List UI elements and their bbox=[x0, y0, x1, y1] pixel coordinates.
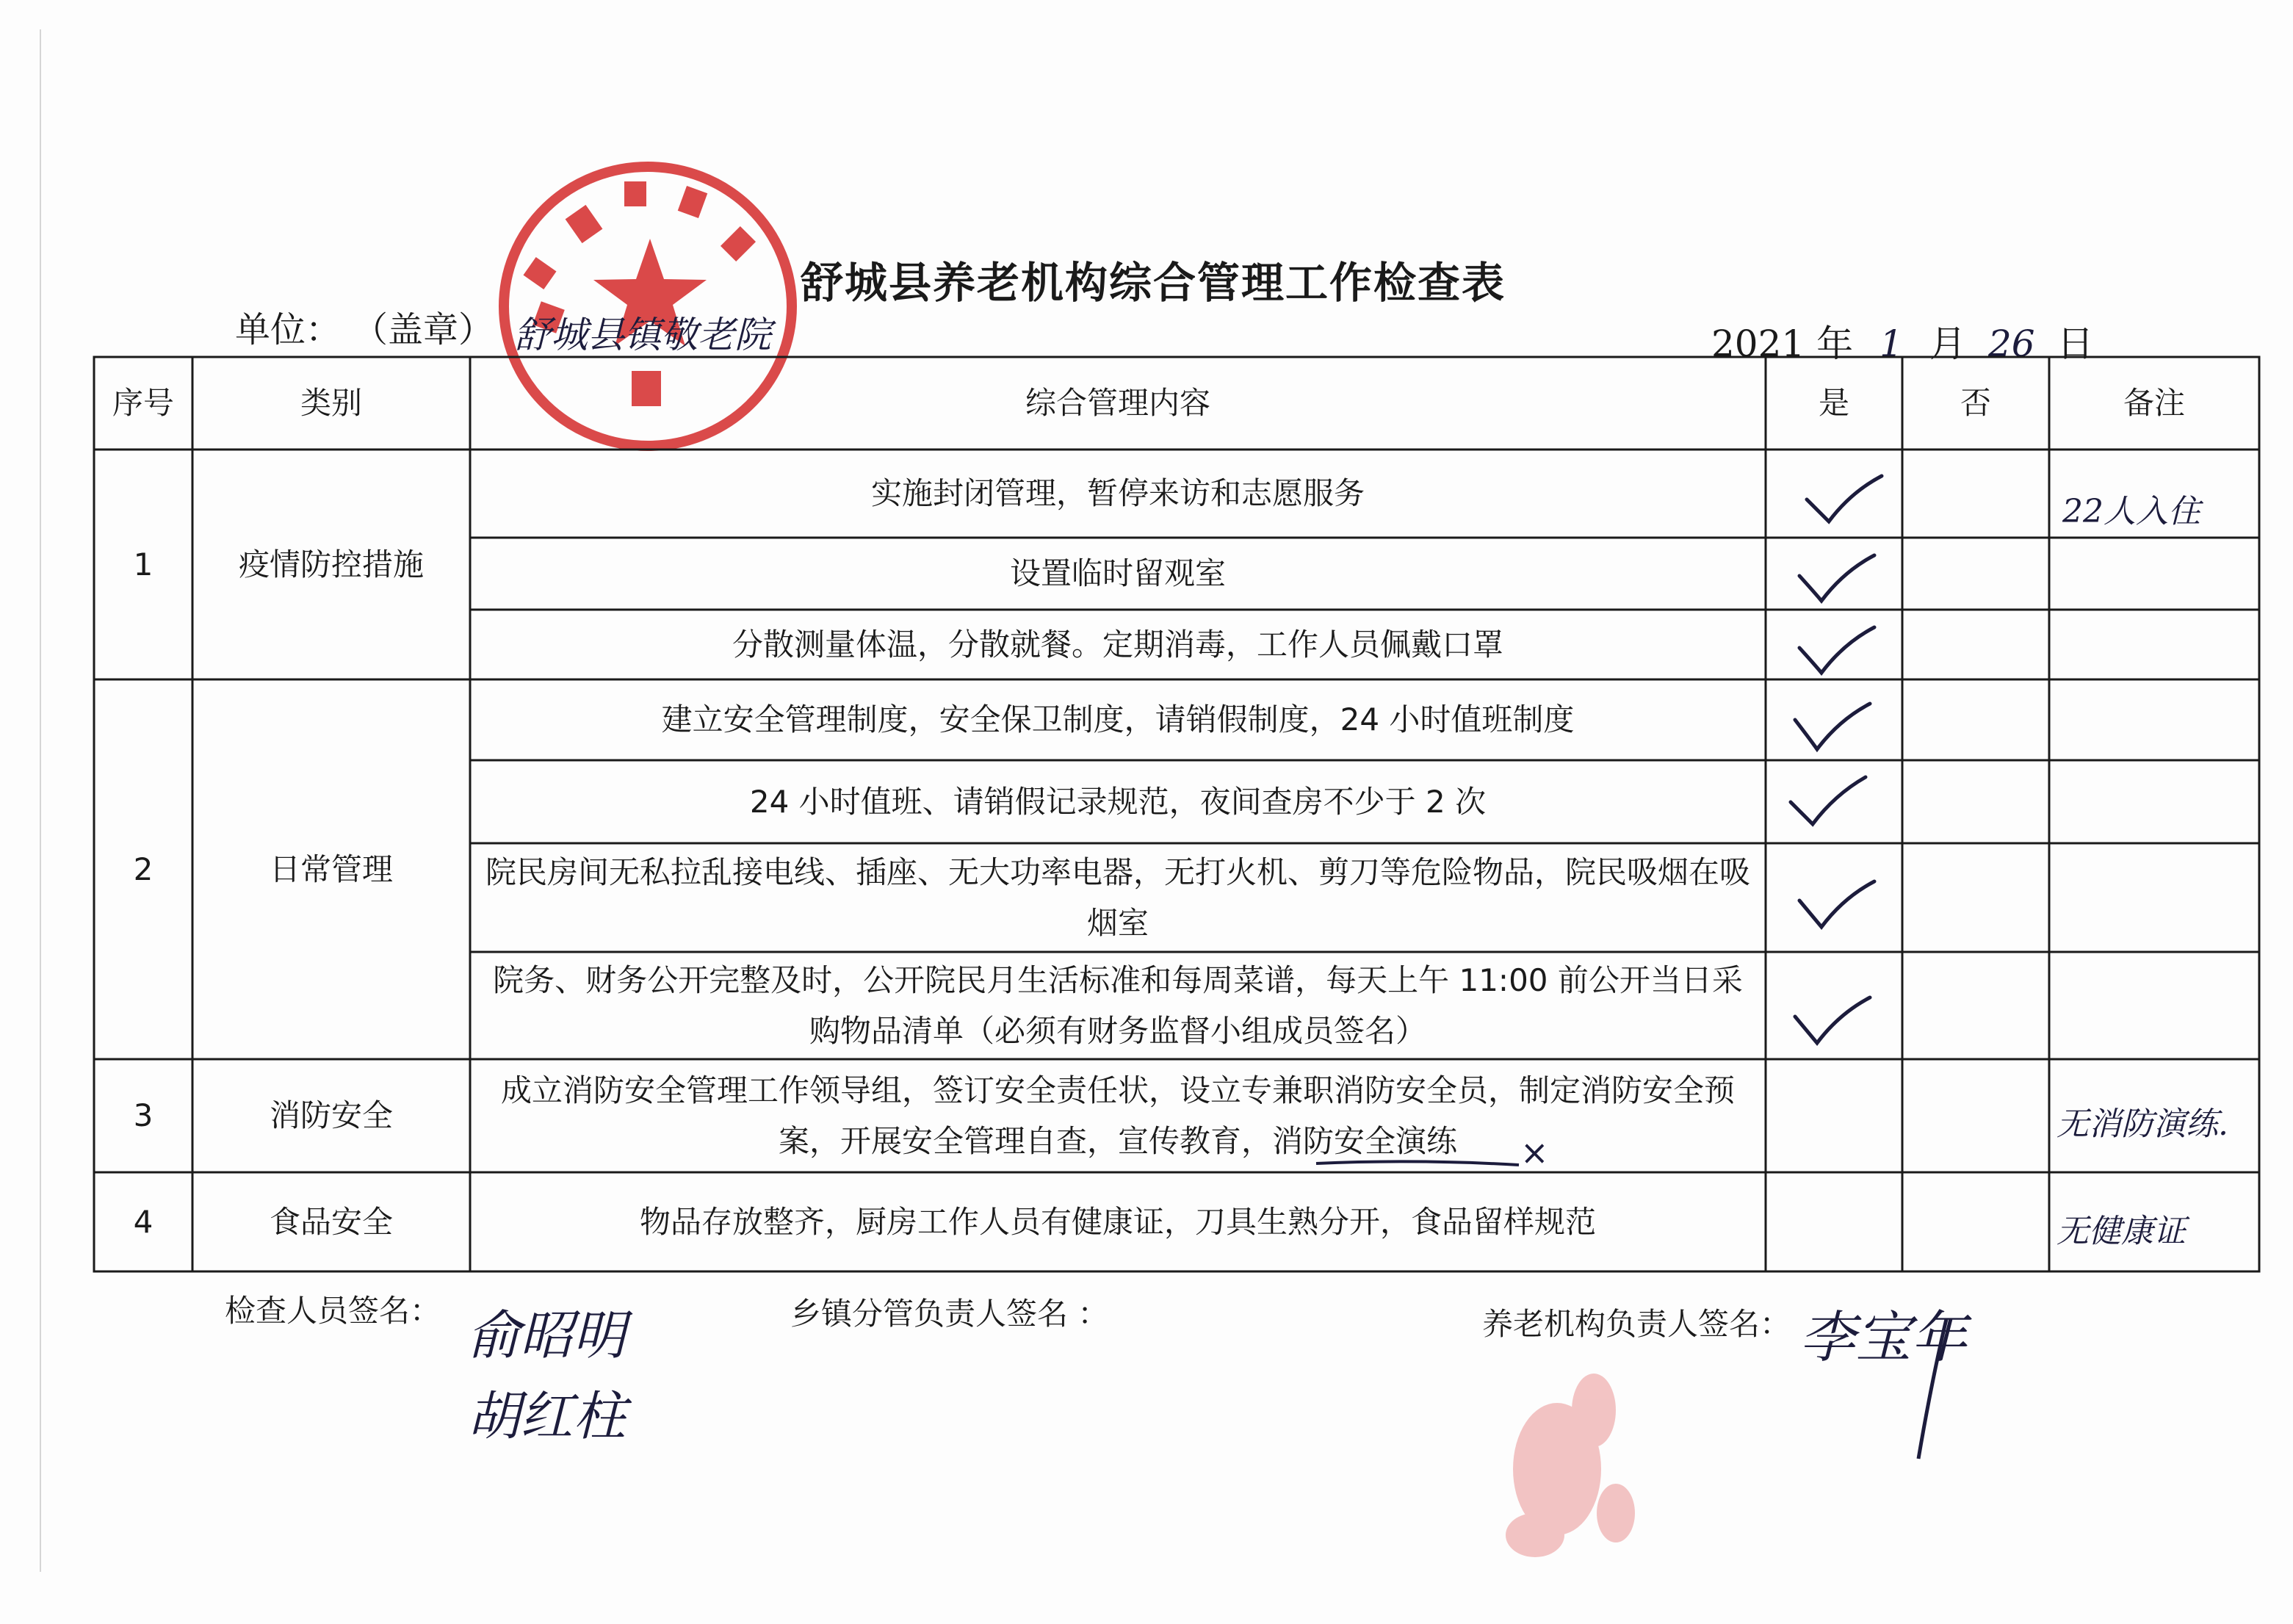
section-1-category: 疫情防控措施 bbox=[238, 546, 424, 582]
table-row-content: 院民房间无私拉乱接电线、插座、无大功率电器，无打火机、剪刀等危险物品，院民吸烟在吸烟室 bbox=[485, 853, 1750, 941]
unit-label: 单位： bbox=[235, 309, 342, 350]
scan-edge-line bbox=[40, 29, 41, 1572]
inspector-signature-2: 胡红柱 bbox=[467, 1385, 626, 1447]
date-year-unit: 年 bbox=[1816, 322, 1854, 365]
table-row-content: 分散测量体温，分散就餐。定期消毒，工作人员佩戴口罩 bbox=[732, 626, 1503, 663]
remark-handwritten: 无健康证 bbox=[2057, 1213, 2186, 1250]
table-row-content: 设置临时留观室 bbox=[1009, 555, 1226, 592]
check-mark-icon bbox=[1783, 773, 1871, 831]
date-month-unit: 月 bbox=[1929, 322, 1966, 365]
inline-mark-handwritten: × bbox=[1520, 1133, 1549, 1172]
header-no-col: 否 bbox=[1960, 385, 1991, 422]
check-mark-icon bbox=[1788, 698, 1876, 757]
section-4-category: 食品安全 bbox=[269, 1203, 393, 1240]
header-no: 序号 bbox=[112, 385, 174, 422]
check-mark-icon bbox=[1788, 992, 1876, 1050]
check-mark-icon bbox=[1792, 621, 1880, 680]
town-signature-label: 乡镇分管负责人签名 ： bbox=[790, 1296, 1109, 1332]
header-yes: 是 bbox=[1818, 385, 1849, 422]
section-2-category: 日常管理 bbox=[269, 851, 393, 887]
remark-handwritten: 22人入住 bbox=[2062, 493, 2200, 530]
institution-signature: 李宝年 bbox=[1799, 1304, 1967, 1370]
unit-name-handwritten: 舒城县镇敬老院 bbox=[514, 314, 771, 356]
inspector-signature-label: 检查人员签名： bbox=[225, 1293, 441, 1329]
table-row-content: 成立消防安全管理工作领导组，签订安全责任状，设立专兼职消防安全员，制定消防安全预案，开展安全管理自查，宣传教育，消防安全演练 bbox=[500, 1072, 1735, 1159]
header-content: 综合管理内容 bbox=[1025, 385, 1210, 422]
table-row-content: 实施封闭管理，暂停来访和志愿服务 bbox=[870, 475, 1365, 512]
table-row-content: 物品存放整齐，厨房工作人员有健康证，刀具生熟分开，食品留样规范 bbox=[639, 1203, 1596, 1240]
check-mark-icon bbox=[1792, 876, 1880, 934]
inspector-signature-1: 俞昭明 bbox=[467, 1304, 626, 1366]
table-row-content: 院务、财务公开完整及时，公开院民月生活标准和每周菜谱，每天上午 11:00 前公开当日采购物品清单（必须有财务监督小组成员签名） bbox=[493, 961, 1743, 1049]
remark-handwritten: 无消防演练. bbox=[2057, 1105, 2228, 1143]
check-mark-icon bbox=[1799, 470, 1888, 529]
date-month: 1 bbox=[1879, 322, 1903, 365]
handwritten-underline bbox=[1315, 1156, 1520, 1171]
date-day-unit: 日 bbox=[2057, 322, 2094, 365]
date-day: 26 bbox=[1987, 322, 2035, 365]
table-row-content: 建立安全管理制度，安全保卫制度，请销假制度，24 小时值班制度 bbox=[661, 701, 1575, 738]
section-4-no: 4 bbox=[133, 1203, 154, 1240]
table-row-content: 24 小时值班、请销假记录规范，夜间查房不少于 2 次 bbox=[749, 783, 1487, 820]
section-3-category: 消防安全 bbox=[269, 1097, 393, 1134]
date-year: 2021 bbox=[1711, 322, 1805, 365]
unit-line bbox=[235, 301, 494, 352]
section-3-no: 3 bbox=[133, 1097, 154, 1134]
page-title: 舒城县养老机构综合管理工作检查表 bbox=[801, 258, 1506, 308]
header-category: 类别 bbox=[300, 385, 362, 422]
header-remark: 备注 bbox=[2123, 385, 2185, 422]
institution-signature-label: 养老机构负责人签名： bbox=[1482, 1306, 1791, 1342]
signature-stroke bbox=[1902, 1315, 1961, 1462]
check-mark-icon bbox=[1792, 549, 1880, 608]
section-1-no: 1 bbox=[133, 546, 154, 582]
ink-smudge-icon bbox=[1469, 1322, 1675, 1587]
stamp-note: （盖章） bbox=[370, 309, 494, 350]
section-2-no: 2 bbox=[133, 851, 154, 887]
